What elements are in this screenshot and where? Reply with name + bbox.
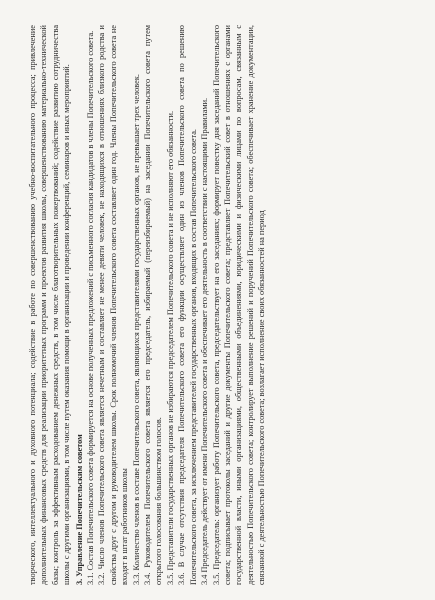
section-3-heading: 3. Управление Попечительским советом: [74, 434, 84, 585]
clause-3-4-chair-acts: 3.4 Председатель действует от имени Попечительского совета и обеспечивает его деятельность в соответствии с настоящими Правилами.: [200, 97, 210, 585]
clause-3-1: 3.1. Состав Попечительского совета формируется на основе полученных предложений с письменного согласия кандидатов в члены Попечительского совета.: [86, 30, 96, 585]
document-body: [27, 25, 412, 585]
clause-3-2: 3.2. Число членов Попечительского совета является нечетным и составляет не менее девяти человек, не находящихся в отношениях близкого родства и свойства друг с другом и руководителем школы. Срок полномочий членов Попечительского совета составляет один год. Члены Попечительского совета не входят в штат работников школы: [97, 25, 130, 585]
clause-3-5: 3.5. Представители государственных органов не избираются председателем Попечительского совета и не исполняют его обязанности.: [165, 110, 175, 585]
clause-3-3: 3.3. Количество членов в составе Попечительского совета, являющихся представителями государственных органов, не превышает трех человек.: [131, 74, 141, 585]
intro-paragraph: творческого, интеллектуального и духовного потенциала; содействие в работе по совершенствованию учебно-воспитательного процесса; привлечение дополнительных финансовых средств для реализации приоритетных программ и проектов развития школы, совершенствованию материально-технической базы; контроль за эффективным расходованием денежных средств, в том числе благотворительных пожертвований; содействие развитию сотрудничества школы с другими организациями, в том числе путем оказания помощи в организации и проведении конференций, семинаров и иных мероприятий.: [28, 25, 72, 585]
clause-3-4: 3.4. Руководителем Попечительского совета является его председатель, избираемый (переизбираемый) на заседании Попечительского совета путем открытого голосования большинством голосов.: [143, 25, 164, 585]
clause-3-5-chair-duties: 3.5. Председатель: организует работу Попечительского совета, председательствует на его заседаниях; формирует повестку дня заседаний Попечительского совета; подписывает протоколы заседаний и другие документы Попечительского совета; представляет Попечительский совет в отношениях с органами государственной власти, иными организациями, общественными объединениями, юридическими и физическими лицами по вопросам, связанным с деятельностью Попечительского совета; контролирует выполнение решений и поручений Попечительского совета; обеспечивает хранение документации, связанной с деятельностью Попечительского совета; возлагает исполнение своих обязанностей на период: [211, 25, 267, 585]
clause-3-6: 3.6. В случае отсутствия председателя Попечительского совета его функции осуществляет один из членов Попечительского совета по решению Попечительского совета, за исключением представителей государственных органов, входящих в состав Попечительского совета.: [177, 25, 198, 585]
